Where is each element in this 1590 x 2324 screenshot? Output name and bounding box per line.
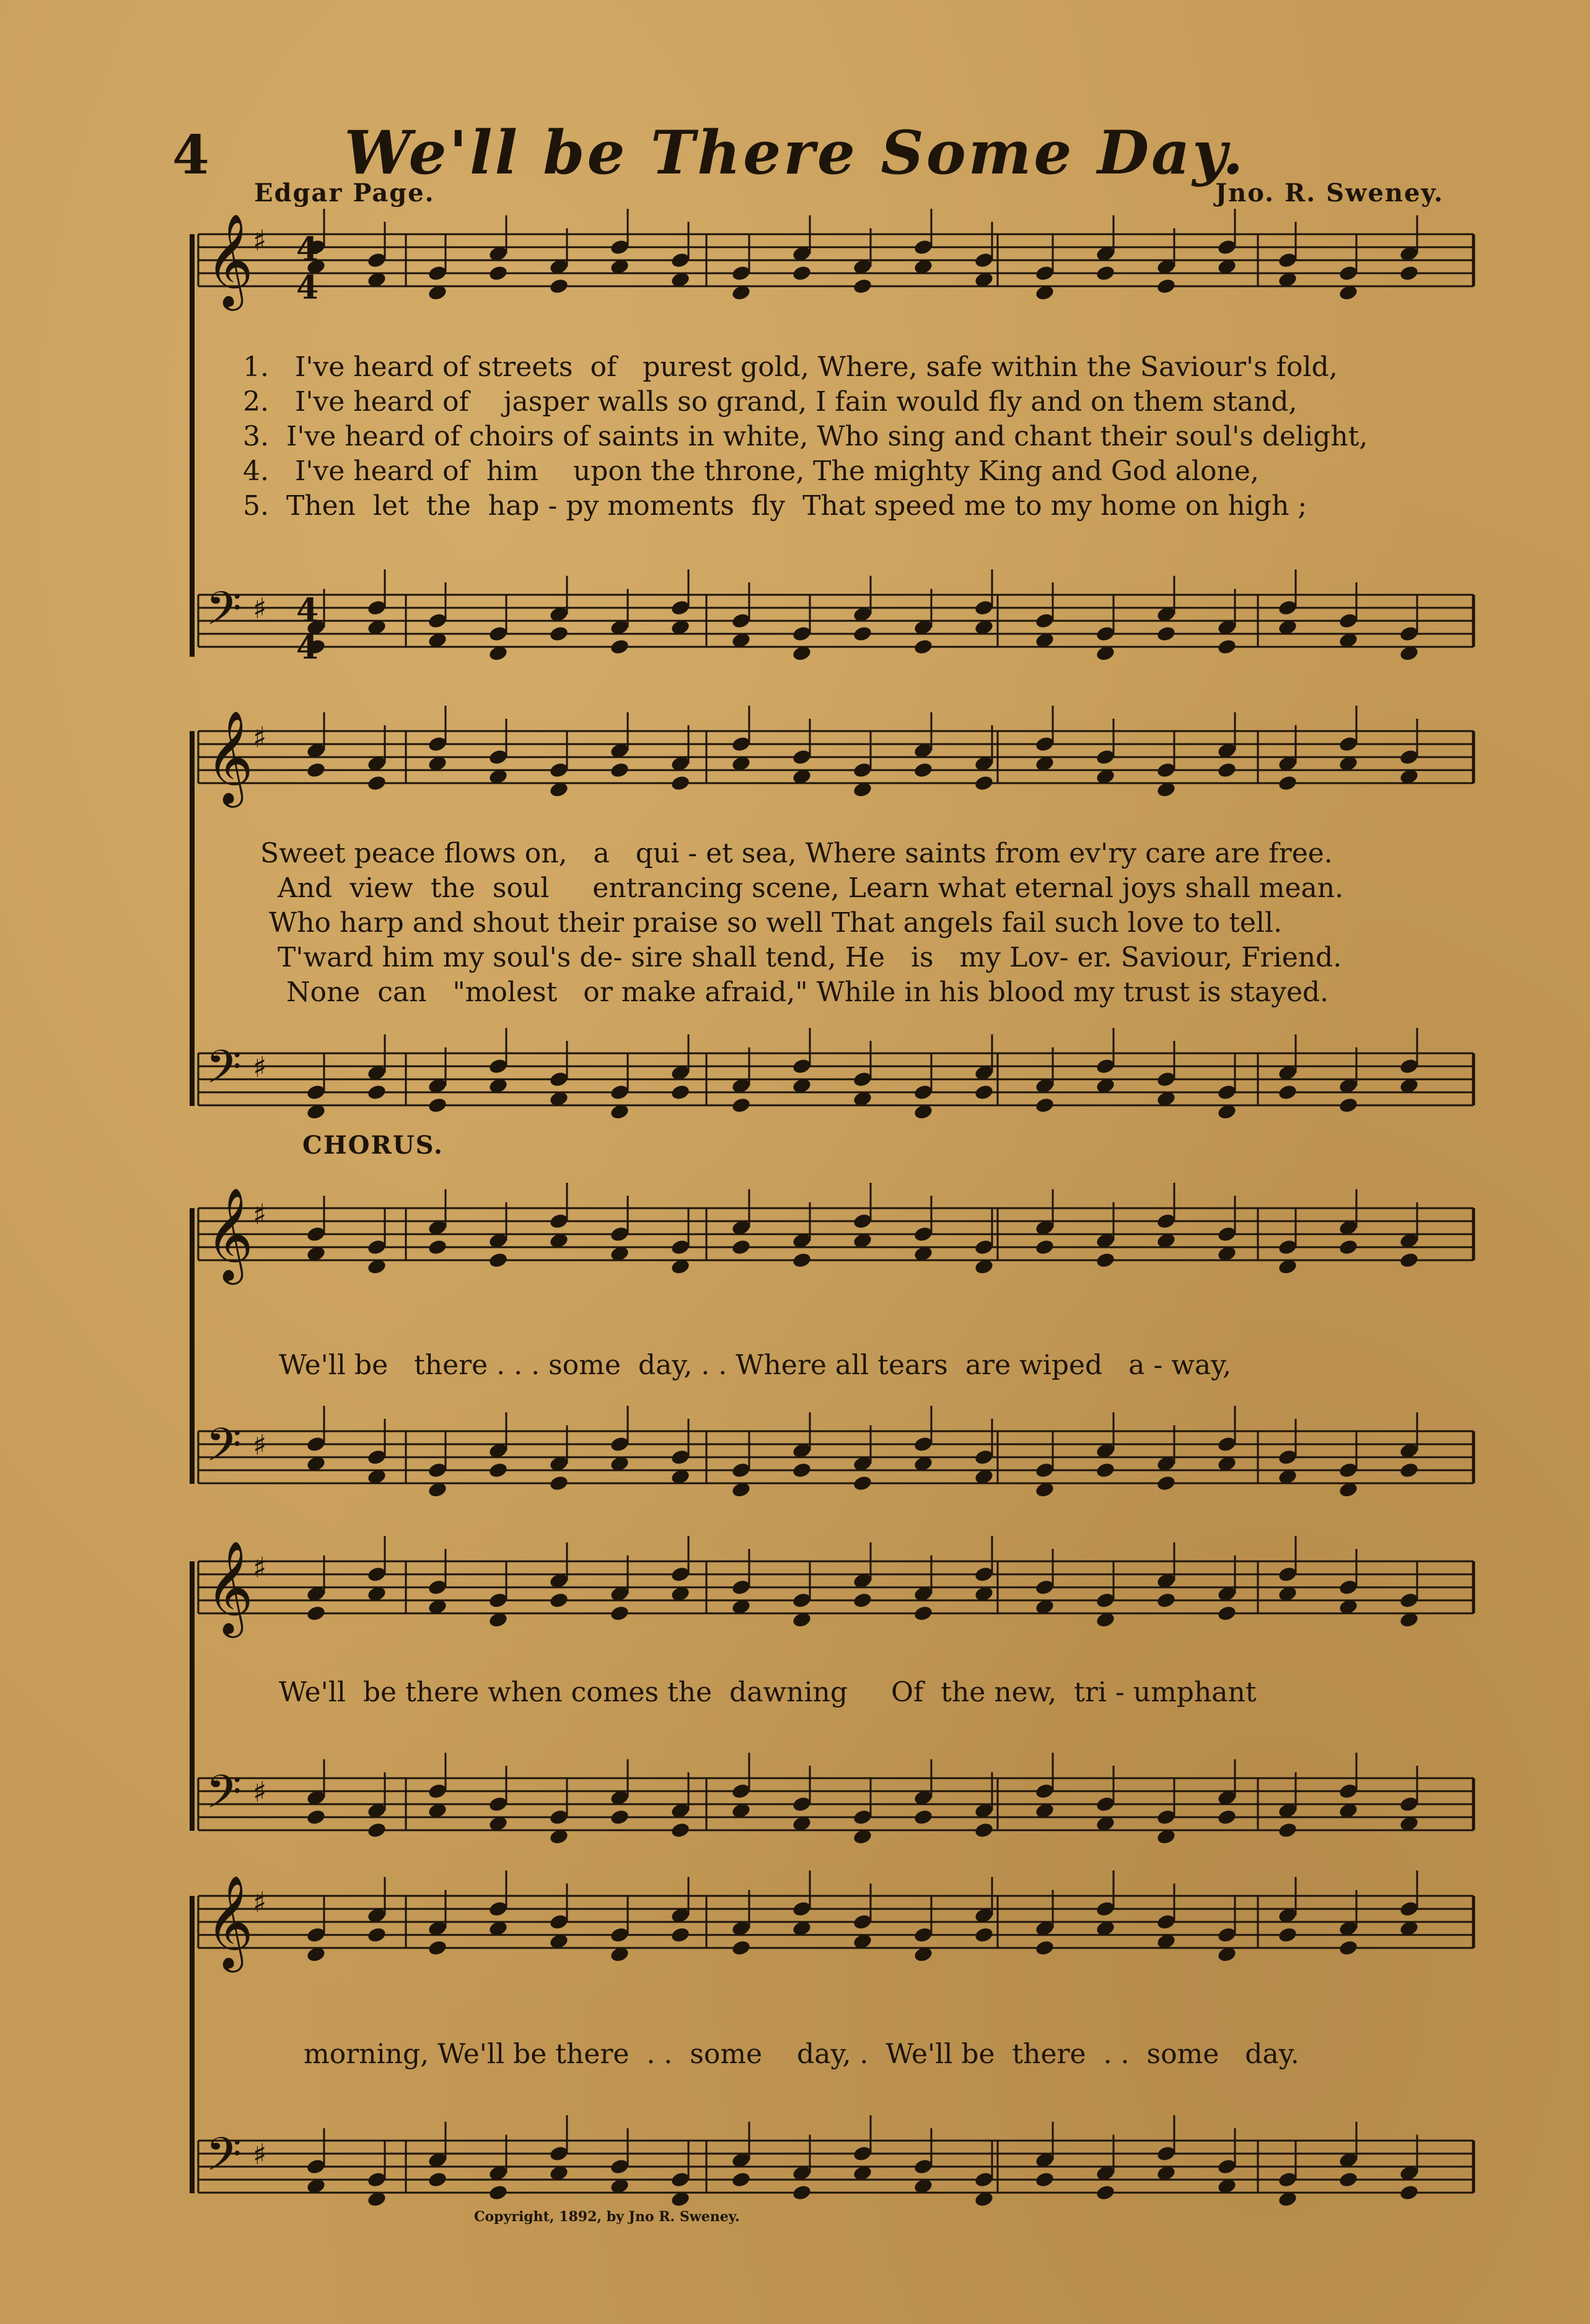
notehead: [973, 1926, 994, 1944]
verse-line: 5. Then let the hap - py moments fly That speed me to my home on high ;: [243, 490, 1307, 522]
sharp-icon: ♯: [253, 1885, 267, 1919]
notehead: [1399, 1252, 1419, 1269]
notehead: [791, 265, 812, 282]
notehead: [731, 1939, 751, 1957]
notehead: [852, 1475, 872, 1492]
bass-clef-icon: 𝄢: [206, 1765, 242, 1830]
treble-clef-icon: 𝄞: [206, 1186, 253, 1281]
notehead: [913, 761, 933, 779]
notehead: [1095, 1252, 1115, 1269]
notehead: [1034, 1239, 1055, 1256]
notehead: [1156, 278, 1176, 295]
notehead: [609, 1809, 630, 1826]
verse-line: Sweet peace flows on, a qui - et sea, Where saints from ev'ry care are free.: [260, 838, 1333, 869]
notehead: [1277, 1926, 1298, 1944]
chorus-lyric-line: We'll be there when comes the dawning Of the new, tri - umphant: [279, 1677, 1257, 1708]
verse-line: 3. I've heard of choirs of saints in white, Who sing and chant their soul's delight,: [243, 421, 1368, 452]
notehead: [366, 774, 387, 792]
notehead: [1338, 1239, 1358, 1256]
notehead: [1156, 1592, 1176, 1609]
notehead: [731, 2171, 751, 2188]
sharp-icon: ♯: [253, 1551, 267, 1584]
chorus-label: CHORUS.: [302, 1131, 444, 1160]
notehead: [609, 761, 630, 779]
verse-line: Who harp and shout their praise so well That angels fail such love to tell.: [260, 907, 1283, 939]
notehead: [488, 2184, 508, 2201]
notehead: [1216, 1605, 1237, 1622]
sharp-icon: ♯: [253, 1428, 267, 1462]
notehead: [1216, 761, 1237, 779]
lyricist-credit: Edgar Page.: [254, 178, 435, 208]
notehead: [488, 1462, 508, 1479]
notehead: [305, 1605, 326, 1622]
notehead: [427, 2171, 447, 2188]
notehead: [609, 638, 630, 656]
notehead: [1277, 774, 1298, 792]
time-signature-bottom: 4: [296, 269, 319, 307]
notehead: [1338, 2171, 1358, 2188]
notehead: [366, 1926, 387, 1944]
bass-clef-icon: 𝄢: [206, 1418, 242, 1483]
notehead: [852, 278, 872, 295]
sharp-icon: ♯: [253, 1050, 267, 1084]
page-number: 4: [172, 124, 209, 186]
notehead: [852, 1592, 872, 1609]
notehead: [427, 1097, 447, 1114]
verse-lyrics-second-half: [260, 836, 1343, 1010]
notehead: [1095, 2184, 1115, 2201]
notehead: [1156, 625, 1176, 642]
notehead: [366, 1084, 387, 1101]
notehead: [1399, 265, 1419, 282]
notehead: [731, 1239, 751, 1256]
sharp-icon: ♯: [253, 2138, 267, 2171]
notehead: [548, 278, 569, 295]
notehead: [548, 1592, 569, 1609]
notehead: [791, 2184, 812, 2201]
composer-credit: Jno. R. Sweney.: [1215, 178, 1444, 208]
bass-clef-icon: 𝄢: [206, 2128, 242, 2193]
notehead: [1338, 1939, 1358, 1957]
sharp-icon: ♯: [253, 1775, 267, 1809]
treble-clef-icon: 𝄞: [206, 213, 253, 307]
verse-line: None can "molest or make afraid," While in his blood my trust is stayed.: [260, 976, 1329, 1008]
bass-clef-icon: 𝄢: [206, 1040, 242, 1105]
time-signature-top: 4: [296, 230, 319, 268]
notehead: [1034, 2171, 1055, 2188]
notehead: [1095, 265, 1115, 282]
notehead: [488, 1252, 508, 1269]
copyright-notice: Copyright, 1892, by Jno R. Sweney.: [474, 2209, 740, 2225]
notehead: [670, 774, 690, 792]
notehead: [427, 1239, 447, 1256]
notehead: [305, 761, 326, 779]
notehead: [1034, 1939, 1055, 1957]
notehead: [488, 265, 508, 282]
notehead: [913, 638, 933, 656]
notehead: [973, 1084, 994, 1101]
notehead: [1216, 1809, 1237, 1826]
notehead: [852, 625, 872, 642]
notehead: [609, 1605, 630, 1622]
notehead: [913, 1605, 933, 1622]
treble-clef-icon: 𝄞: [206, 1874, 253, 1968]
treble-clef-icon: 𝄞: [206, 1540, 253, 1634]
bass-clef-icon: 𝄢: [206, 582, 242, 647]
notehead: [670, 1084, 690, 1101]
sharp-icon: ♯: [253, 1198, 267, 1231]
notehead: [1156, 1475, 1176, 1492]
verse-line: And view the soul entrancing scene, Learn what eternal joys shall mean.: [260, 872, 1344, 904]
notehead: [366, 1822, 387, 1839]
bass-time-signature-bottom: 4: [296, 629, 319, 667]
notehead: [427, 1939, 447, 1957]
chorus-lyric-line: We'll be there . . . some day, . . Where all tears are wiped a - way,: [279, 1349, 1232, 1381]
verse-line: T'ward him my soul's de- sire shall tend, He is my Lov- er. Saviour, Friend.: [260, 942, 1342, 973]
notehead: [1034, 1097, 1055, 1114]
notehead: [731, 1097, 751, 1114]
notehead: [1399, 1462, 1419, 1479]
bass-time-signature-top: 4: [296, 592, 319, 629]
notehead: [973, 774, 994, 792]
notehead: [1399, 2184, 1419, 2201]
sharp-icon: ♯: [253, 721, 267, 754]
notehead: [791, 1462, 812, 1479]
verse-lyrics-first-half: [243, 350, 1368, 524]
notehead: [670, 1926, 690, 1944]
song-title: We'll be There Some Day.: [344, 118, 1246, 188]
notehead: [1277, 1084, 1298, 1101]
notehead: [973, 1822, 994, 1839]
chorus-lyric-line: morning, We'll be there . . some day, . We'll be there . . some day.: [304, 2038, 1299, 2070]
notehead: [791, 1252, 812, 1269]
sharp-icon: ♯: [253, 592, 267, 625]
treble-clef-icon: 𝄞: [206, 709, 253, 804]
notehead: [1095, 1462, 1115, 1479]
sharp-icon: ♯: [253, 224, 267, 257]
verse-line: 2. I've heard of jasper walls so grand, I fain would fly and on them stand,: [243, 386, 1298, 418]
notehead: [305, 1809, 326, 1826]
notehead: [1338, 1097, 1358, 1114]
notehead: [548, 1475, 569, 1492]
notehead: [548, 625, 569, 642]
notehead: [913, 1809, 933, 1826]
verse-line: 4. I've heard of him upon the throne, The mighty King and God alone,: [243, 455, 1259, 487]
notehead: [1216, 638, 1237, 656]
notehead: [1277, 1822, 1298, 1839]
notehead: [670, 1822, 690, 1839]
verse-line: 1. I've heard of streets of purest gold, Where, safe within the Saviour's fold,: [243, 351, 1338, 383]
